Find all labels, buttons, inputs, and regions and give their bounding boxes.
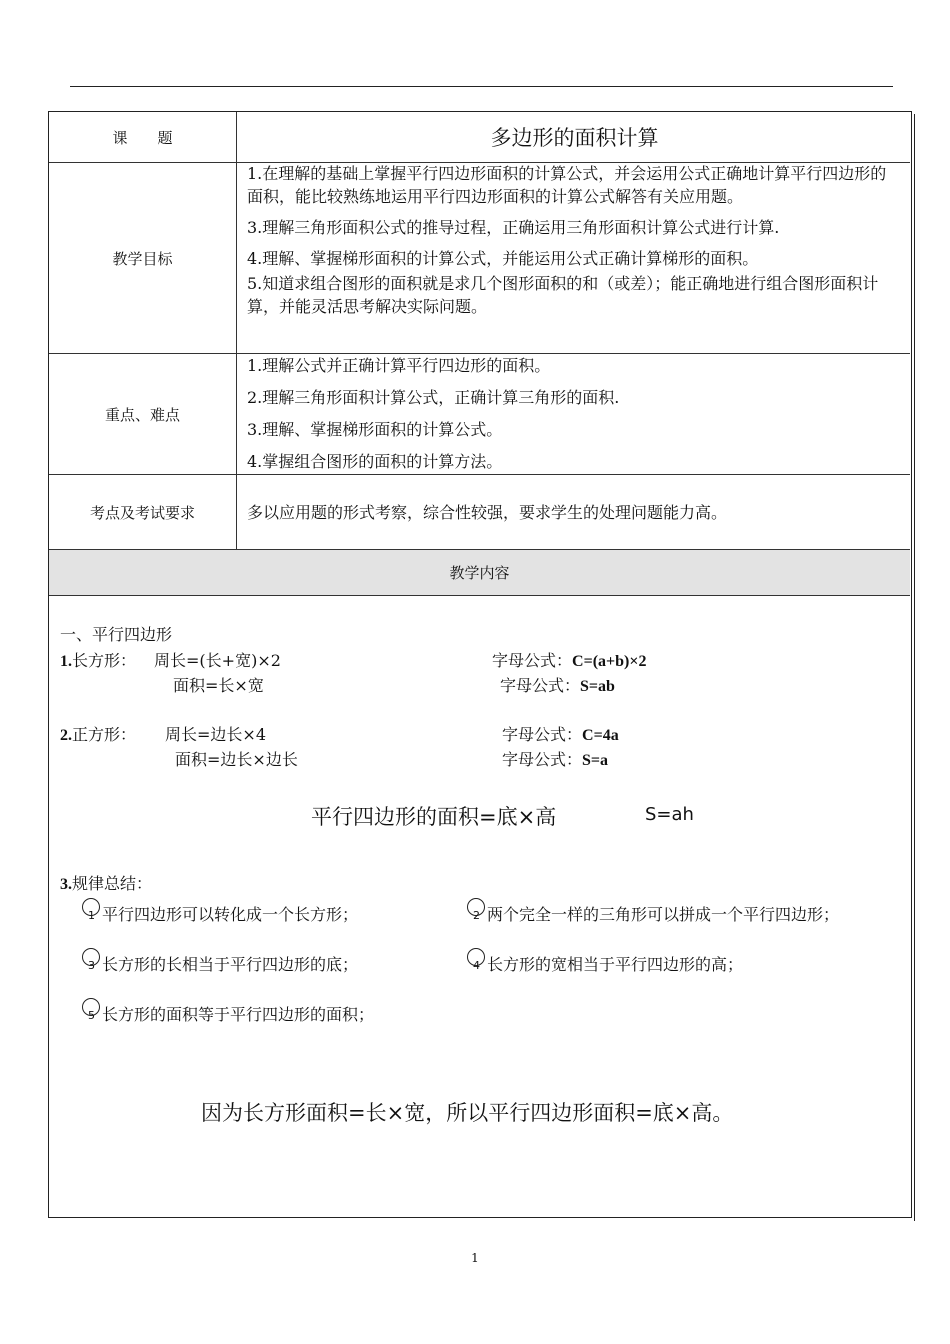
- square-area: 面积=边长×边长: [175, 750, 298, 769]
- objective-item: 4.理解、掌握梯形面积的计算公式，并能运用公式正确计算梯形的面积。: [247, 249, 759, 268]
- circled-number-icon: 3: [82, 952, 102, 974]
- lesson-plan-table: [48, 111, 912, 1218]
- page-number: 1: [471, 1251, 479, 1265]
- summary-title: 3.规律总结：: [60, 874, 153, 893]
- parallelogram-formula: 平行四边形的面积=底×高: [311, 805, 557, 829]
- rect-perimeter: 周长=(长+宽)×2: [154, 651, 281, 670]
- row-key-points: [49, 354, 910, 475]
- summary-item: 4 长方形的宽相当于平行四边形的高；: [467, 952, 743, 975]
- teaching-content-label: 教学内容: [449, 564, 510, 582]
- rect-name: 长方形：: [72, 651, 137, 670]
- key-point-item: 4.掌握组合图形的面积的计算方法。: [247, 452, 503, 471]
- course-label: 课 题: [49, 112, 237, 162]
- circled-number-icon: 4: [467, 952, 487, 974]
- summary-item: 2 两个完全一样的三角形可以拼成一个平行四边形；: [467, 902, 839, 925]
- exam-label: 考点及考试要求: [49, 475, 237, 549]
- objective-item: 1.在理解的基础上掌握平行四边形面积的计算公式，并会运用公式正确地计算平行四边形的面积，能比较熟练地运用平行四边形面积的计算公式解答有关应用题。: [247, 164, 887, 206]
- square-perimeter: 周长=边长×4: [165, 725, 267, 744]
- key-point-item: 1.理解公式并正确计算平行四边形的面积。: [247, 356, 551, 375]
- parallelogram-letters: S=ah: [645, 804, 694, 825]
- square-name: 正方形：: [72, 725, 137, 744]
- summary-item: 5 长方形的面积等于平行四边形的面积；: [82, 1002, 374, 1025]
- objective-item: 5.知道求组合图形的面积就是求几个图形面积的和（或差）；能正确地进行组合图形面积计算，并能灵活思考解决实际问题。: [247, 274, 879, 316]
- circled-number-icon: 1: [82, 902, 102, 924]
- rect-area: 面积=长×宽: [173, 676, 264, 695]
- exam-content: [237, 475, 910, 549]
- key-points-label: 重点、难点: [49, 354, 237, 474]
- circled-number-icon: 2: [467, 902, 487, 924]
- header-rule: [70, 86, 893, 87]
- objectives-content: [237, 163, 910, 353]
- square-perimeter-line: 2.正方形： 周长=边长×4: [60, 725, 267, 744]
- objective-item: 3.理解三角形面积公式的推导过程，正确运用三角形面积计算公式进行计算.: [247, 218, 780, 237]
- teaching-content-body: [49, 596, 910, 1216]
- row-course-title: [49, 112, 910, 163]
- rect-perimeter-formula: 字母公式：C=(a+b)×2: [492, 651, 647, 670]
- square-perimeter-formula: 字母公式：C=4a: [502, 725, 619, 744]
- summary-item: 3 长方形的长相当于平行四边形的底；: [82, 952, 358, 975]
- row-exam: [49, 475, 910, 550]
- teaching-content-header: [49, 550, 910, 596]
- square-area-formula: 字母公式：S=a: [502, 750, 609, 769]
- key-points-content: [237, 354, 910, 474]
- rect-area-formula: 字母公式：S=ab: [500, 676, 615, 695]
- rect-perimeter-line: 1.长方形： 周长=(长+宽)×2: [60, 651, 281, 670]
- section-title: 一、平行四边形: [60, 625, 173, 644]
- course-title: 多边形的面积计算: [490, 126, 659, 150]
- row-objectives: [49, 163, 910, 354]
- key-point-item: 2.理解三角形面积计算公式，正确计算三角形的面积.: [247, 388, 620, 407]
- circled-number-icon: 5: [82, 1002, 102, 1024]
- conclusion: 因为长方形面积=长×宽，所以平行四边形面积=底×高。: [201, 1101, 734, 1125]
- objectives-label: 教学目标: [49, 163, 237, 353]
- key-point-item: 3.理解、掌握梯形面积的计算公式。: [247, 420, 503, 439]
- summary-item: 1 平行四边形可以转化成一个长方形；: [82, 902, 358, 925]
- exam-text: 多以应用题的形式考察，综合性较强，要求学生的处理问题能力高。: [247, 502, 728, 522]
